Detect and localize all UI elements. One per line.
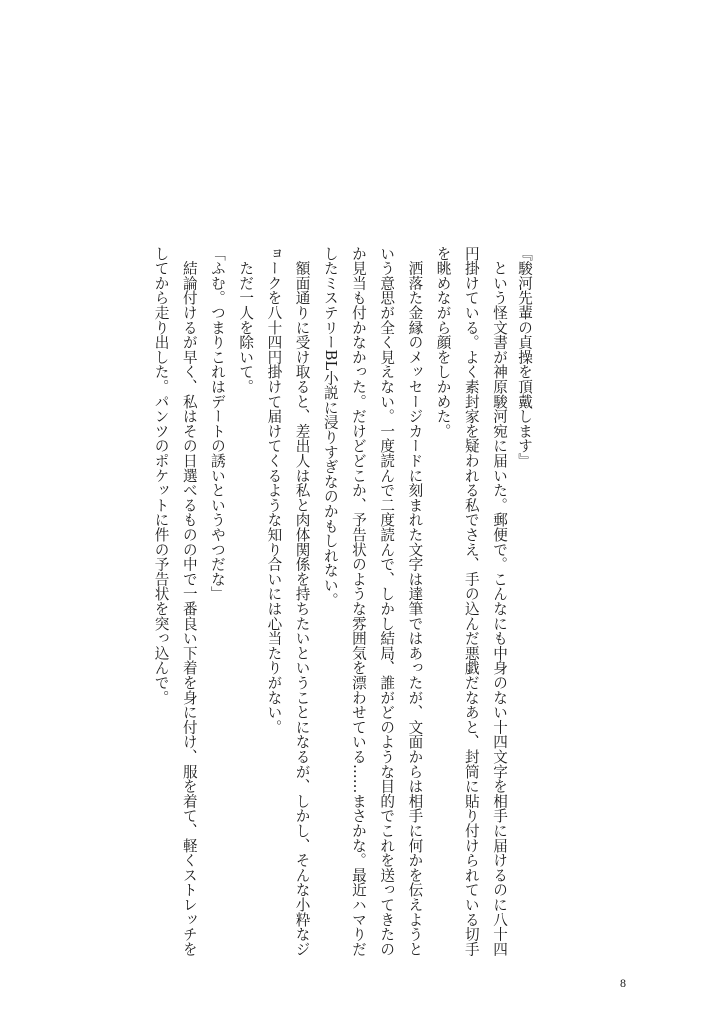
- card-title-quote: 『駿河先輩の貞操を頂戴します』: [516, 246, 533, 468]
- paragraph-3: 額面通りに受け取ると、差出人は私と肉体関係を持ちたいということになるが、しかし、そんな小粋なジョークを八十四円掛けて届けてくるような知り合いには心当たりがない。: [265, 246, 311, 957]
- paragraph-2: 洒落た金縁のメッセージカードに刻まれた文字は達筆ではあったが、文面からは相手に何かを伝えようという意思が全く見えない。一度読んで二度読んで、しかし結局、誰がどのような目的でこれを送ってきたのか見当も付かなかった。だけどどこか、予告状のような雰囲気を漂わせている……まさかな。最近ハマりだしたミステリーBL小説に浸りすぎなのかもしれない。: [321, 246, 424, 957]
- paragraph-6: 結論付けるが早く、私はその日選べるものの中で一番良い下着を身に付け、服を着て、軽くストレッチをしてから走り出した。パンツのポケットに件の予告状を突っ込んで。: [152, 246, 198, 957]
- body-text: [146, 246, 513, 958]
- page-number: 8: [620, 976, 626, 990]
- paragraph-4: ただ一人を除いて。: [237, 246, 255, 394]
- paragraph-5: 「ふむ。つまりこれはデートの誘いというやつだな」: [208, 246, 226, 602]
- paragraph-1: という怪文書が神原駿河宛に届いた。郵便で。こんなにも中身のない十四文字を相手に届けるのに八十四円掛けている。よく素封家を疑われる私でさえ、手の込んだ悪戯だなあと、封筒に貼り付けられている切手を眺めながら顔をしかめた。: [434, 246, 508, 957]
